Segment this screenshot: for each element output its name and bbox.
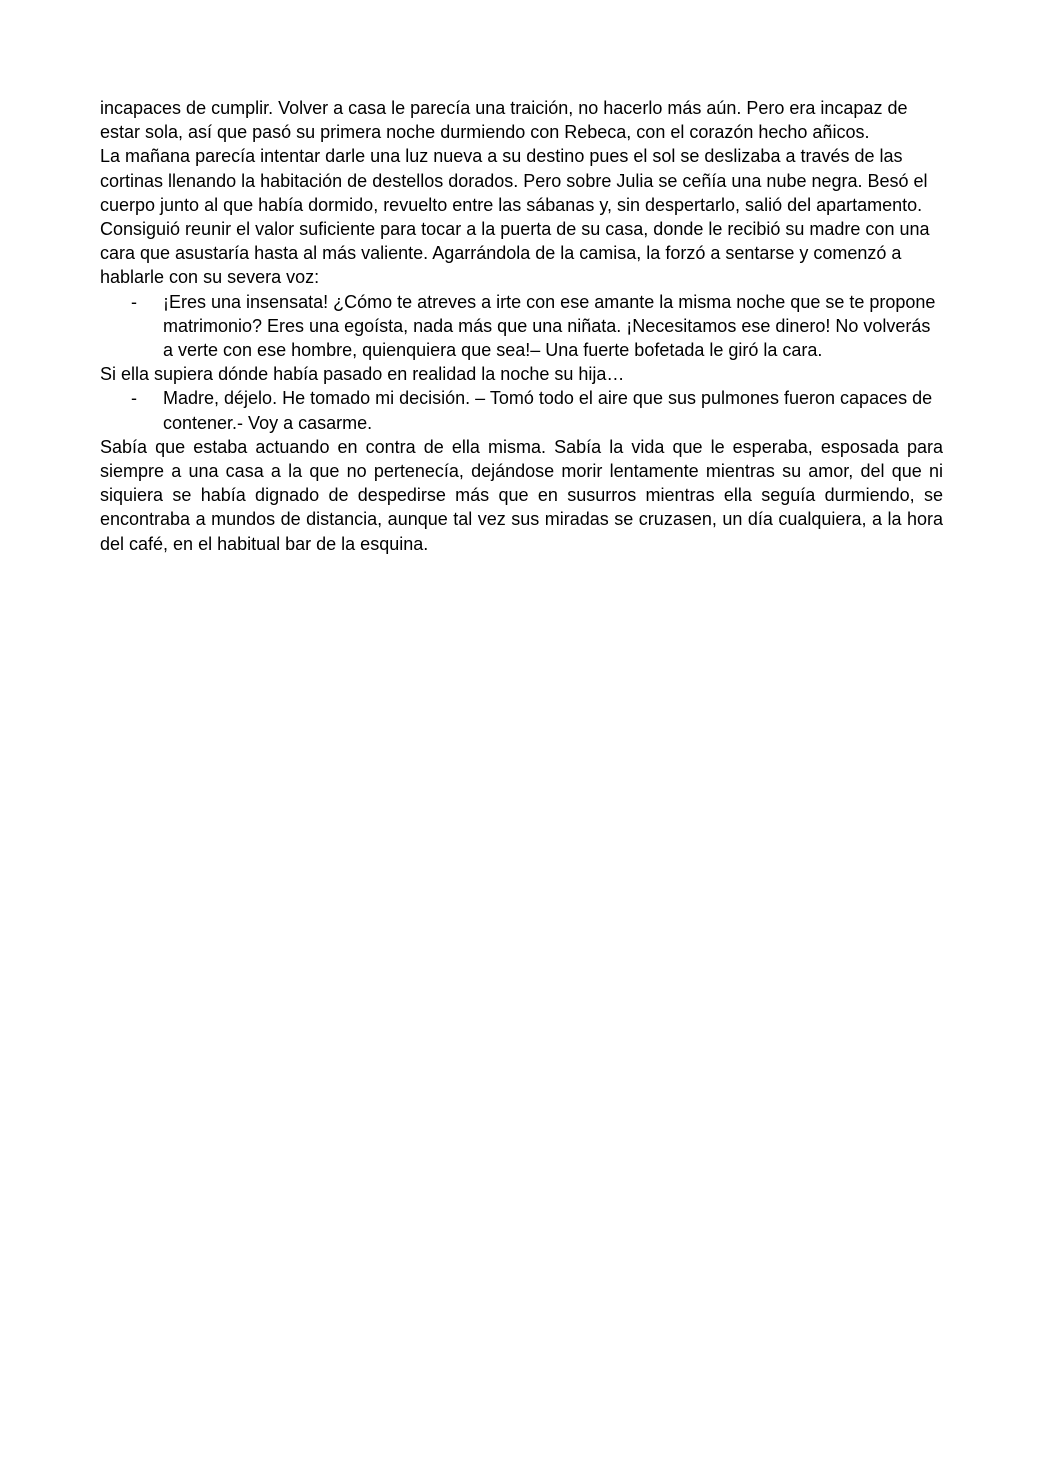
list-item: [100, 386, 943, 434]
list-item-text: Madre, déjelo. He tomado mi decisión. – Tomó todo el aire que sus pulmones fueron capaces de contener.- Voy a casarme.: [163, 388, 933, 433]
text-content: [100, 96, 943, 556]
list-marker: -: [131, 291, 137, 312]
paragraph: Consiguió reunir el valor suficiente para tocar a la puerta de su casa, donde le recibió su madre con una cara que asustaría hasta al más valiente. Agarrándola de la camisa, la forzó a sentarse y comenzó a hablarle con su severa voz:: [100, 219, 930, 288]
paragraph: La mañana parecía intentar darle una luz nueva a su destino pues el sol se deslizaba a través de las cortinas llenando la habitación de destellos dorados. Pero sobre Julia se ceñía una nube negra. Besó el cuerpo junto al que había dormido, revuelto entre las sábanas y, sin despertarlo, salió del apartamento.: [100, 146, 928, 215]
list-marker: -: [131, 388, 137, 409]
paragraph: incapaces de cumplir. Volver a casa le parecía una traición, no hacerlo más aún. Pero era incapaz de estar sola, así que pasó su primera noche durmiendo con Rebeca, con el corazón hecho añicos.: [100, 98, 908, 143]
list-item: [100, 290, 943, 363]
paragraph: Sabía que estaba actuando en contra de ella misma. Sabía la vida que le esperaba, esposada para siempre a una casa a la que no pertenecía, dejándose morir lentamente mientras su amor, del que ni siquiera se había dignado de despedirse más que en susurros mientras ella seguía durmiendo, se encontraba a mundos de distancia, aunque tal vez sus miradas se cruzasen, un día cualquiera, a la hora del café, en el habitual bar de la esquina.: [100, 436, 943, 554]
list-item-text: ¡Eres una insensata! ¿Cómo te atreves a irte con ese amante la misma noche que se te propone matrimonio? Eres una egoísta, nada más que una niñata. ¡Necesitamos ese dinero! No volverás a verte con ese hombre, quienquiera que sea!– Una fuerte bofetada le giró la cara.: [163, 291, 936, 361]
paragraph: Si ella supiera dónde había pasado en realidad la noche su hija…: [100, 364, 625, 385]
